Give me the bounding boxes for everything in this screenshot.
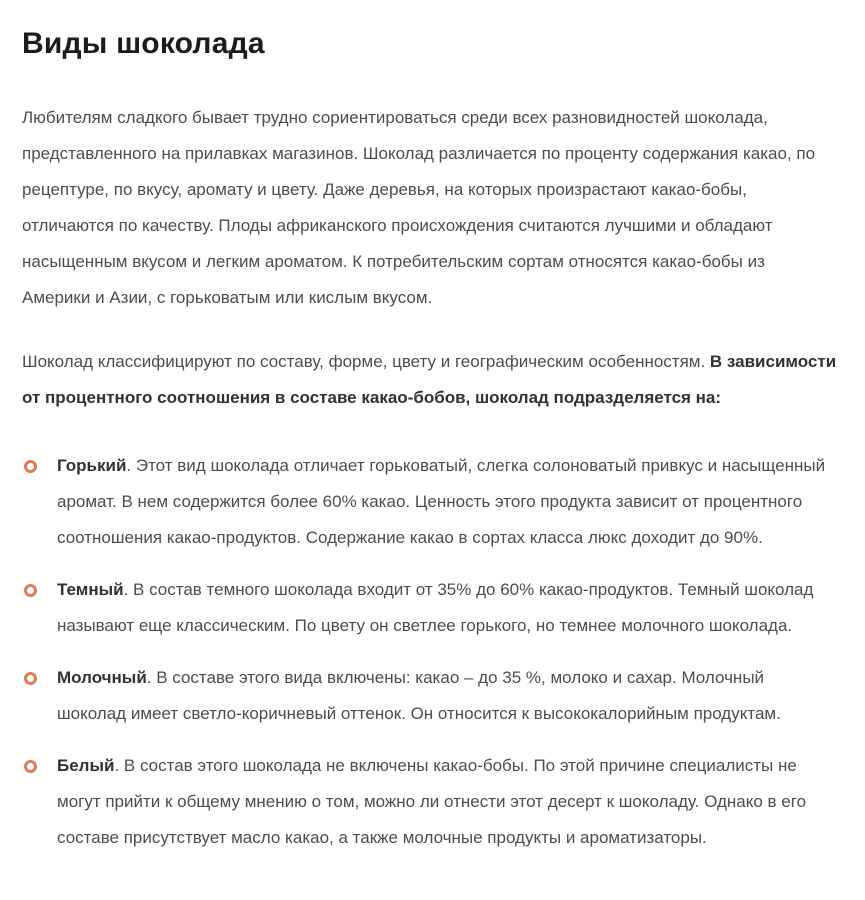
classification-paragraph	[22, 344, 837, 416]
list-item-term: Молочный	[57, 668, 147, 687]
ring-bullet-icon	[24, 672, 37, 685]
ring-bullet-icon	[24, 584, 37, 597]
classification-paragraph-text: Шоколад классифицируют по составу, форме, цвету и географическим особенностям.	[22, 352, 710, 371]
list-item-text: . В состав этого шоколада не включены какао-бобы. По этой причине специалисты не могут прийти к общему мнению о том, можно ли отнести этот десерт к шоколаду. Однако в его составе присутствует масло какао, а также молочные продукты и ароматизаторы.	[57, 756, 807, 847]
ring-bullet-icon	[24, 760, 37, 773]
list-item-term: Горький	[57, 456, 127, 475]
list-item-molochniy	[22, 660, 837, 732]
list-item-term: Белый	[57, 756, 115, 775]
list-item-text: . В составе этого вида включены: какао – до 35 %, молоко и сахар. Молочный шоколад имеет светло-коричневый оттенок. Он относится к высококалорийным продуктам.	[57, 668, 781, 723]
chocolate-types-list	[22, 448, 837, 856]
list-item-temniy	[22, 572, 837, 644]
list-item-text: . В состав темного шоколада входит от 35% до 60% какао-продуктов. Темный шоколад называют еще классическим. По цвету он светлее горького, но темнее молочного шоколада.	[57, 580, 814, 635]
intro-paragraph	[22, 100, 837, 316]
list-item-term: Темный	[57, 580, 124, 599]
page-title: Виды шоколада	[22, 27, 265, 60]
classification-paragraph-bold-text: В зависимости от процентного соотношения в составе какао-бобов, шоколад подразделяется на:	[22, 352, 837, 407]
intro-paragraph-text: Любителям сладкого бывает трудно сориентироваться среди всех разновидностей шоколада, представленного на прилавках магазинов. Шоколад различается по проценту содержания какао, по рецептуре, по вкусу, аромату и цвету. Даже деревья, на которых произрастают какао-бобы, отличаются по качеству. Плоды африканского происхождения считаются лучшими и обладают насыщенным вкусом и легким ароматом. К потребительским сортам относятся какао-бобы из Америки и Азии, с горьковатым или кислым вкусом.	[22, 108, 816, 307]
list-item-text: . Этот вид шоколада отличает горьковатый, слегка солоноватый привкус и насыщенный аромат. В нем содержится более 60% какао. Ценность этого продукта зависит от процентного соотношения какао-продуктов. Содержание какао в сортах класса люкс доходит до 90%.	[57, 456, 826, 547]
list-item-gorkiy	[22, 448, 837, 556]
list-item-beliy	[22, 748, 837, 856]
ring-bullet-icon	[24, 460, 37, 473]
